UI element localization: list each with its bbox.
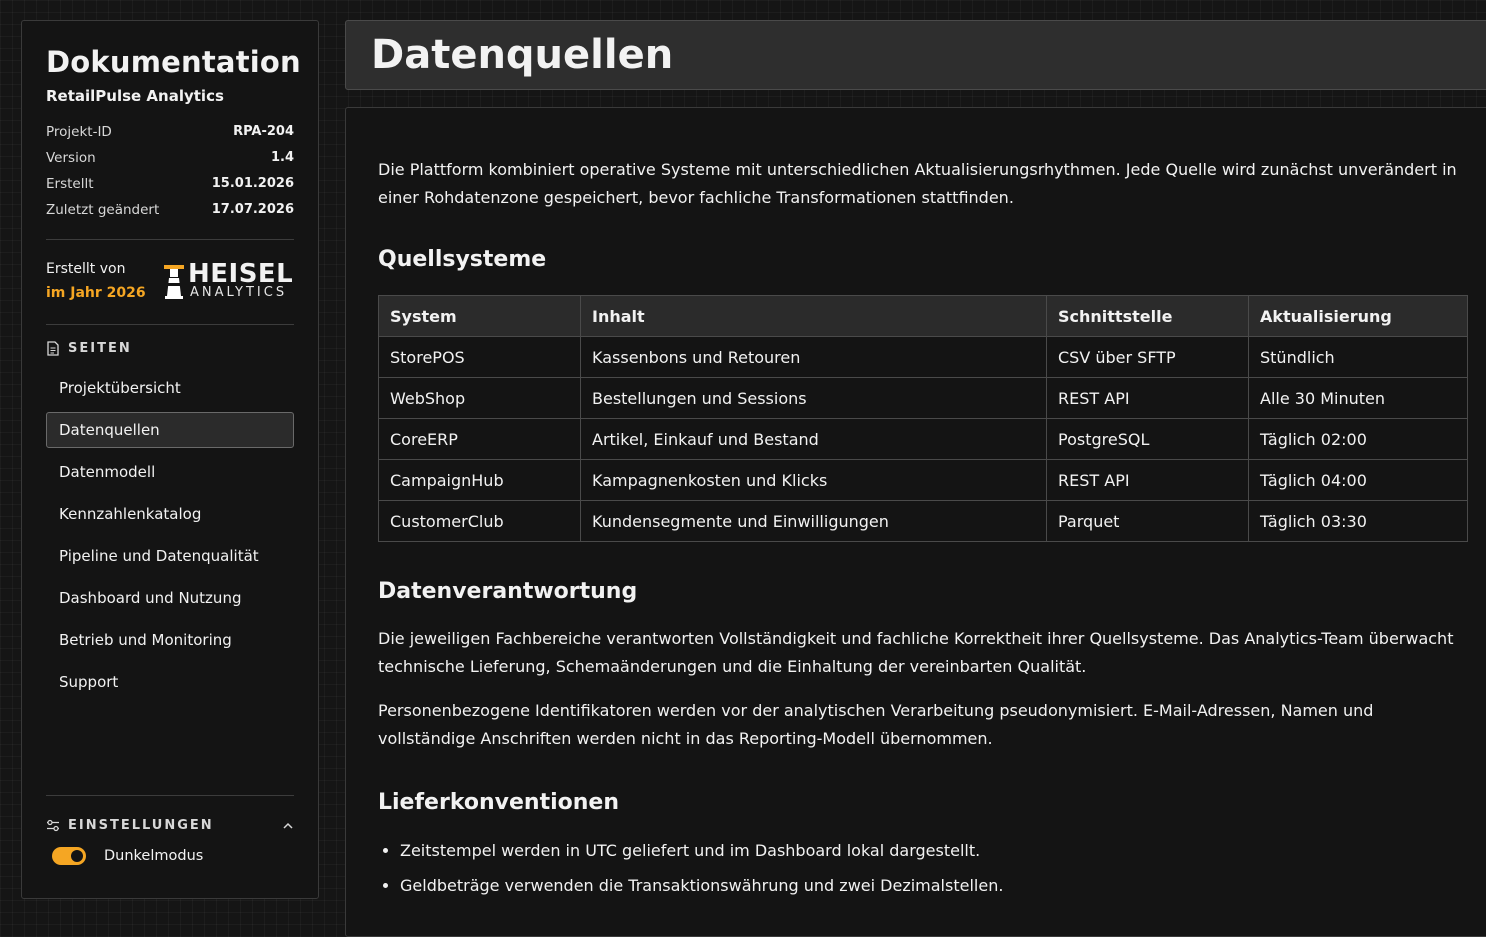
table-cell: CoreERP xyxy=(379,419,581,460)
intro-paragraph: Die Plattform kombiniert operative Systeme mit unterschiedlichen Aktualisierungsrhythmen. Jede Quelle wird zunächst unverändert in einer Rohdatenzone gespeichert, bevor fachliche Transformationen stattfinden. xyxy=(378,160,1457,207)
table-cell: WebShop xyxy=(379,378,581,419)
settings-panel xyxy=(46,795,294,865)
column-header: System xyxy=(379,296,581,337)
responsibility-paragraph-1: Die jeweiligen Fachbereiche verantworten Vollständigkeit und fachliche Korrektheit ihrer Quellsysteme. Das Analytics-Team überwacht technische Lieferung, Schemaänderungen und die Einhaltung der vereinbarten Qualität. xyxy=(378,629,1454,676)
table-row xyxy=(379,501,1468,542)
sliders-icon xyxy=(46,819,60,832)
nav-item-betrieb[interactable]: Betrieb und Monitoring xyxy=(59,631,232,649)
table-cell: Kundensegmente und Einwilligungen xyxy=(581,501,1047,542)
table-cell: Täglich 03:30 xyxy=(1249,501,1468,542)
nav-item-dashboard[interactable]: Dashboard und Nutzung xyxy=(59,589,242,607)
table-cell: REST API xyxy=(1047,460,1249,501)
page-title: Datenquellen xyxy=(371,32,674,78)
table-cell: Täglich 02:00 xyxy=(1249,419,1468,460)
table-cell: Stündlich xyxy=(1249,337,1468,378)
table-cell: Parquet xyxy=(1047,501,1249,542)
meta-value: RPA-204 xyxy=(233,124,294,139)
content-panel xyxy=(345,107,1486,937)
document-icon xyxy=(46,341,60,356)
credit-year: im Jahr 2026 xyxy=(46,285,146,301)
divider xyxy=(46,324,294,325)
meta-row xyxy=(46,197,294,223)
heading-sources: Quellsysteme xyxy=(378,247,547,272)
table-row xyxy=(379,460,1468,501)
settings-label: EINSTELLUNGEN xyxy=(68,818,214,833)
table-cell: CSV über SFTP xyxy=(1047,337,1249,378)
divider xyxy=(46,795,294,796)
column-header: Inhalt xyxy=(581,296,1047,337)
meta-row xyxy=(46,145,294,171)
meta-row xyxy=(46,119,294,145)
list-item: • Geldbeträge verwenden die Transaktionswährung und zwei Dezimalstellen. xyxy=(400,868,1486,903)
table-cell: Kassenbons und Retouren xyxy=(581,337,1047,378)
meta-key: Projekt-ID xyxy=(46,124,112,140)
logo-sub: ANALYTICS xyxy=(190,285,288,300)
pages-label: SEITEN xyxy=(68,341,132,356)
page-nav xyxy=(46,370,294,700)
table-cell: Artikel, Einkauf und Bestand xyxy=(581,419,1047,460)
heisel-logo xyxy=(164,259,294,303)
table-row xyxy=(379,378,1468,419)
responsibility-paragraph-2: Personenbezogene Identifikatoren werden vor der analytischen Verarbeitung pseudonymisiert. E-Mail-Adressen, Namen und vollständige Anschriften werden nicht in das Reporting-Modell übernommen. xyxy=(378,701,1374,748)
credit-text xyxy=(46,257,146,305)
sources-table xyxy=(378,295,1468,542)
page-header xyxy=(345,20,1486,90)
table-cell: StorePOS xyxy=(379,337,581,378)
meta-row xyxy=(46,171,294,197)
project-meta xyxy=(46,119,294,223)
credit-label: Erstellt von xyxy=(46,261,126,277)
column-header: Aktualisierung xyxy=(1249,296,1468,337)
nav-item-kennzahlenkatalog[interactable]: Kennzahlenkatalog xyxy=(59,505,202,523)
table-cell: CustomerClub xyxy=(379,501,581,542)
nav-item-pipeline[interactable]: Pipeline und Datenqualität xyxy=(59,547,259,565)
nav-item-datenquellen[interactable]: Datenquellen xyxy=(46,412,294,448)
table-cell: CampaignHub xyxy=(379,460,581,501)
meta-key: Erstellt xyxy=(46,176,94,192)
meta-value: 15.01.2026 xyxy=(211,176,294,191)
settings-section-label xyxy=(46,818,214,833)
logo-main: HEISEL xyxy=(188,259,294,289)
heading-responsibility: Datenverantwortung xyxy=(378,579,638,604)
table-cell: PostgreSQL xyxy=(1047,419,1249,460)
table-header-row xyxy=(379,296,1468,337)
nav-item-datenmodell[interactable]: Datenmodell xyxy=(59,463,156,481)
sidebar xyxy=(21,20,319,899)
lighthouse-icon xyxy=(164,263,184,299)
table-cell: Kampagnenkosten und Klicks xyxy=(581,460,1047,501)
table-cell: Alle 30 Minuten xyxy=(1249,378,1468,419)
project-name: RetailPulse Analytics xyxy=(46,87,224,105)
chevron-up-icon[interactable] xyxy=(282,822,294,830)
settings-header[interactable] xyxy=(46,818,294,833)
nav-item-projektuebersicht[interactable]: Projektübersicht xyxy=(59,379,181,397)
conventions-list xyxy=(378,833,1486,903)
divider xyxy=(46,239,294,240)
credit xyxy=(46,254,294,308)
table-cell: Bestellungen und Sessions xyxy=(581,378,1047,419)
table-cell: REST API xyxy=(1047,378,1249,419)
meta-value: 1.4 xyxy=(270,150,294,165)
meta-value: 17.07.2026 xyxy=(211,202,294,217)
table-row xyxy=(379,337,1468,378)
dark-mode-label: Dunkelmodus xyxy=(104,848,204,864)
doc-title: Dokumentation xyxy=(46,45,301,79)
table-cell: Täglich 04:00 xyxy=(1249,460,1468,501)
heading-conventions: Lieferkonventionen xyxy=(378,790,619,815)
nav-item-support[interactable]: Support xyxy=(59,673,119,691)
meta-key: Zuletzt geändert xyxy=(46,202,160,218)
meta-key: Version xyxy=(46,150,96,166)
pages-section-label xyxy=(46,341,294,356)
toggle-knob xyxy=(71,850,83,862)
table-row xyxy=(379,419,1468,460)
dark-mode-row xyxy=(46,847,294,865)
column-header: Schnittstelle xyxy=(1047,296,1249,337)
list-item: • Zeitstempel werden in UTC geliefert und im Dashboard lokal dargestellt. xyxy=(400,833,1486,868)
dark-mode-toggle[interactable] xyxy=(52,847,86,865)
